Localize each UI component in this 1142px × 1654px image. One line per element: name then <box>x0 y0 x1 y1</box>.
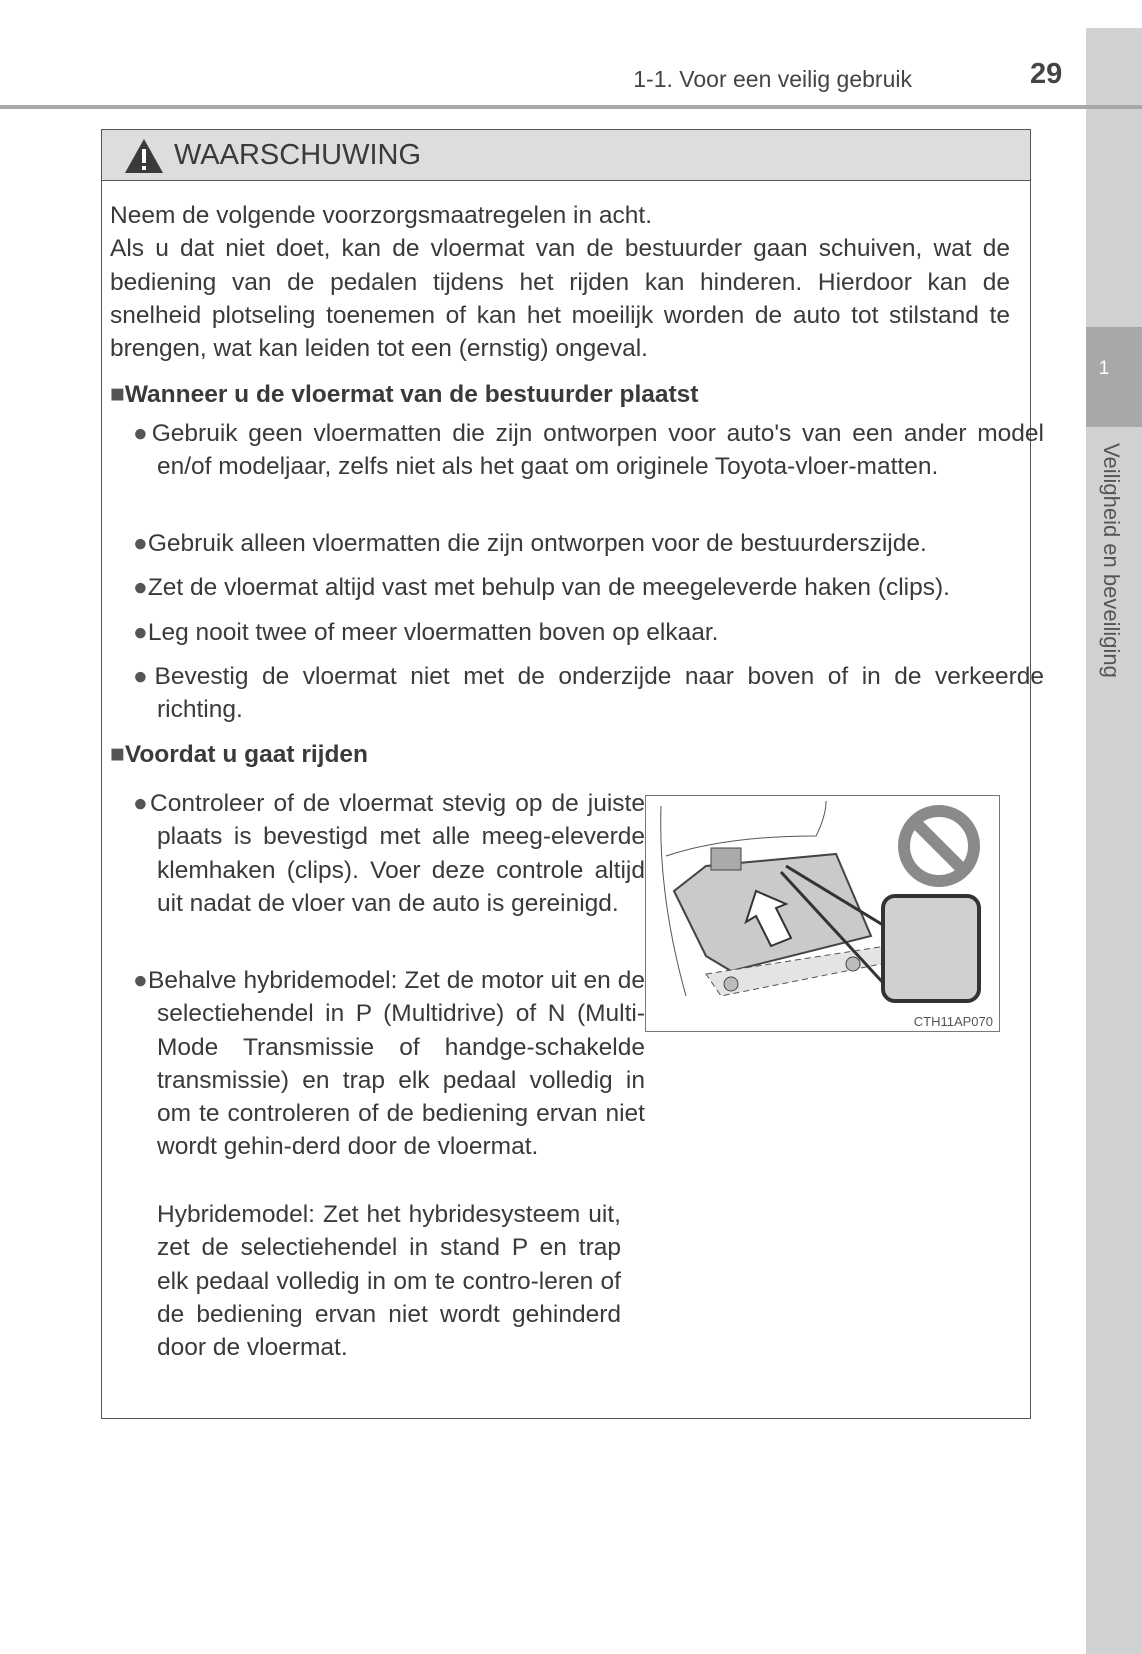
header-divider <box>0 105 1142 109</box>
warning-title: WAARSCHUWING <box>174 139 422 171</box>
list-item: ●Bevestig de vloermat niet met de onderzijde naar boven of in de verkeerde richting. <box>133 663 1044 724</box>
chapter-number: 1 <box>1098 358 1110 379</box>
warning-header <box>102 130 1030 181</box>
chapter-sidebar <box>1086 28 1142 1654</box>
floor-mat-drawing <box>646 796 999 1031</box>
warning-triangle-icon <box>124 138 164 174</box>
list-item: ●Gebruik geen vloermatten die zijn ontworpen voor auto's van een ander model en/of modeljaar, zelfs niet als het gaat om originele Toyota-vloer-matten. <box>133 420 1044 481</box>
list-item: ●Leg nooit twee of meer vloermatten boven op elkaar. <box>133 619 719 646</box>
list-item: ●Gebruik alleen vloermatten die zijn ontworpen voor de bestuurderszijde. <box>133 530 927 557</box>
square-marker: ■ <box>110 381 125 408</box>
list-item: ●Zet de vloermat altijd vast met behulp van de meegeleverde haken (clips). <box>133 574 950 601</box>
warning-intro: Neem de volgende voorzorgsmaatregelen in acht. Als u dat niet doet, kan de vloermat van de bestuurder gaan schuiven, wat de bediening van de pedalen tijdens het rijden kan hinderen. Hierdoor kan de snelheid plotseling toenemen of kan het moeilijk worden de auto tot stilstand te brengen, wat kan leiden tot een (ernstig) ongeval. <box>110 202 1010 363</box>
floor-mat-illustration <box>645 795 1000 1032</box>
section-heading: ■Wanneer u de vloermat van de bestuurder plaatst <box>110 381 699 408</box>
chapter-title: Veiligheid en beveiliging <box>1099 443 1124 678</box>
list-item: ●Controleer of de vloermat stevig op de juiste plaats is bevestigd met alle meeg-eleverde klemhaken (clips). Voer deze controle altijd uit nadat de vloer van de auto is gereinigd. <box>133 790 645 917</box>
page-number: 29 <box>1030 58 1063 90</box>
section-title: 1-1. Voor een veilig gebruik <box>633 66 912 92</box>
list-item: ●Behalve hybridemodel: Zet de motor uit en de selectiehendel in P (Multidrive) of N (Multi-Mode Transmissie of handge-schakelde transmissie) en trap elk pedaal volledig in om te controleren of de bediening ervan niet wordt gehin-derd door de vloermat. <box>133 967 645 1161</box>
figure-code: CTH11AP070 <box>913 1014 993 1029</box>
section-heading: ■Voordat u gaat rijden <box>110 741 369 768</box>
hybrid-note: Hybridemodel: Zet het hybridesysteem uit, zet de selectiehendel in stand P en trap elk pedaal volledig in om te contro-leren of de bediening ervan niet wordt gehinderd door de vloermat. <box>157 1201 621 1362</box>
